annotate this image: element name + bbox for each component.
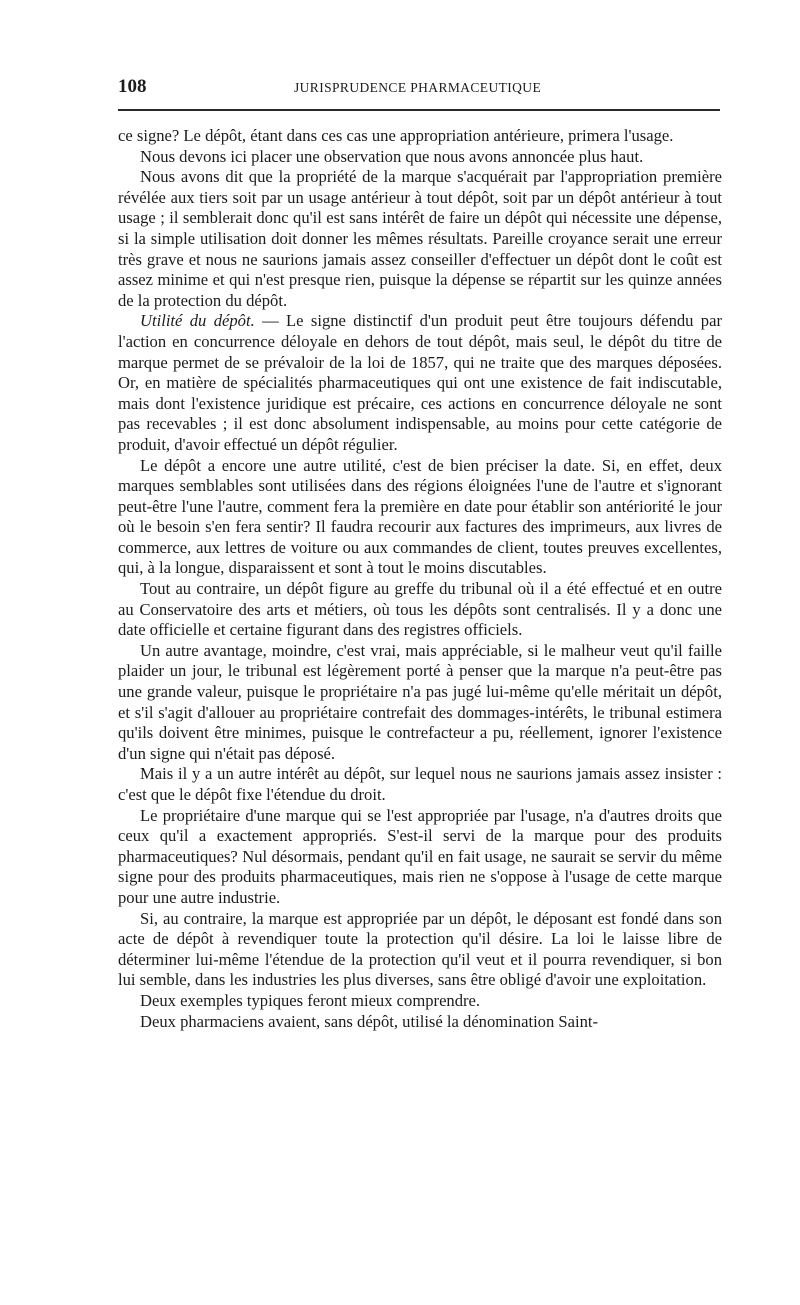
paragraph: Nous avons dit que la propriété de la marque s'acquérait par l'appropriation première révélée aux tiers soit par un usage antérieur à tout dépôt, soit par un dépôt antérieur à tout usage ; il semblerait donc qu'il est sans intérêt de faire un dépôt qui nécessite une dépense, si la simple utilisation doit donner les mêmes résultats. Pareille croyance serait une erreur très grave et nous ne saurions jamais assez conseiller d'effectuer un dépôt dont le coût est assez minime et qui n'est presque rien, puisque la dépense se répartit sur les quinze années de la protection du dépôt.	[118, 167, 722, 310]
paragraph: Si, au contraire, la marque est appropriée par un dépôt, le déposant est fondé dans son acte de dépôt à revendiquer toute la protection qu'il désire. La loi le laisse libre de déterminer lui-même l'étendue de la protection qu'il veut et il pourra revendiquer, si bon lui semble, dans les industries les plus diverses, sans être obligé d'avoir une exploitation.	[118, 908, 722, 990]
paragraph: Mais il y a un autre intérêt au dépôt, sur lequel nous ne saurions jamais assez insister : c'est que le dépôt fixe l'étendue du droit.	[118, 764, 722, 804]
paragraph: Nous devons ici placer une observation que nous avons annoncée plus haut.	[140, 146, 644, 166]
page-header	[118, 72, 720, 102]
paragraph-utilite	[118, 311, 722, 455]
section-heading: Utilité du dépôt.	[140, 311, 255, 331]
paragraph: Le dépôt a encore une autre utilité, c'est de bien préciser la date. Si, en effet, deux marques semblables sont utilisées dans des régions éloignées l'une de l'autre et s'ignorant peut-être l'une l'autre, comment fera la première en date pour établir son antériorité le jour où le besoin s'en fera sentir? Il faudra recourir aux factures des imprimeurs, aux livres de commerce, aux lettres de voiture ou aux commandes de client, toutes preuves excellentes, qui, à la longue, disparaissent et sont à tout le moins discutables.	[118, 455, 722, 578]
paragraph: Un autre avantage, moindre, c'est vrai, mais appréciable, si le malheur veut qu'il faille plaider un jour, le tribunal est légèrement porté à penser que la marque n'a peut-être pas une grande valeur, puisque le propriétaire n'a pas jugé lui-même qu'elle méritait un dépôt, et s'il s'agit d'allouer au propriétaire contrefait des dommages-intérêts, le tribunal estimera qu'ils doivent être minimes, puisque le contrefacteur a pu, réellement, ignorer l'existence d'un signe qui n'était pas déposé.	[118, 640, 722, 763]
paragraph: ce signe? Le dépôt, étant dans ces cas une appropriation antérieure, primera l'usage.	[118, 126, 674, 145]
paragraph: Deux pharmaciens avaient, sans dépôt, utilisé la dénomination Saint-	[140, 1011, 599, 1031]
paragraph-text: — Le signe distinctif d'un produit peut être toujours défendu par l'action en concurrence déloyale en dehors de tout dépôt, mais seul, le dépôt du titre de marque permet de se prévaloir de la loi de 1857, qui ne traite que des marques déposées. Or, en matière de spécialités pharmaceutiques qui ont une existence de fait indiscutable, mais dont l'existence juridique est précaire, ces actions en concurrence déloyale ne sont pas recevables ; il est donc absolument indispensable, au moins pour cette catégorie de produit, d'avoir effectué un dépôt régulier.	[118, 311, 722, 454]
paragraph: Deux exemples typiques feront mieux comprendre.	[140, 990, 481, 1010]
paragraph: Le propriétaire d'une marque qui se l'est appropriée par l'usage, n'a d'autres droits que ceux qu'il a exactement appropriés. S'est-il servi de la marque pour des produits pharmaceutiques? Nul désormais, pendant qu'il en fait usage, ne saurait se servir du même signe pour des produits pharmaceutiques, mais rien ne s'oppose à l'usage de cette marque pour une autre industrie.	[118, 805, 722, 907]
page-number: 108	[118, 76, 147, 97]
paragraph: Tout au contraire, un dépôt figure au greffe du tribunal où il a été effectué et en outre au Conservatoire des arts et métiers, où tous les dépôts sont centralisés. Il y a donc une date officielle et certaine figurant dans des registres officiels.	[118, 579, 722, 640]
body-text	[118, 126, 722, 1032]
running-head: JURISPRUDENCE PHARMACEUTIQUE	[294, 80, 542, 95]
header-rule	[118, 109, 720, 111]
